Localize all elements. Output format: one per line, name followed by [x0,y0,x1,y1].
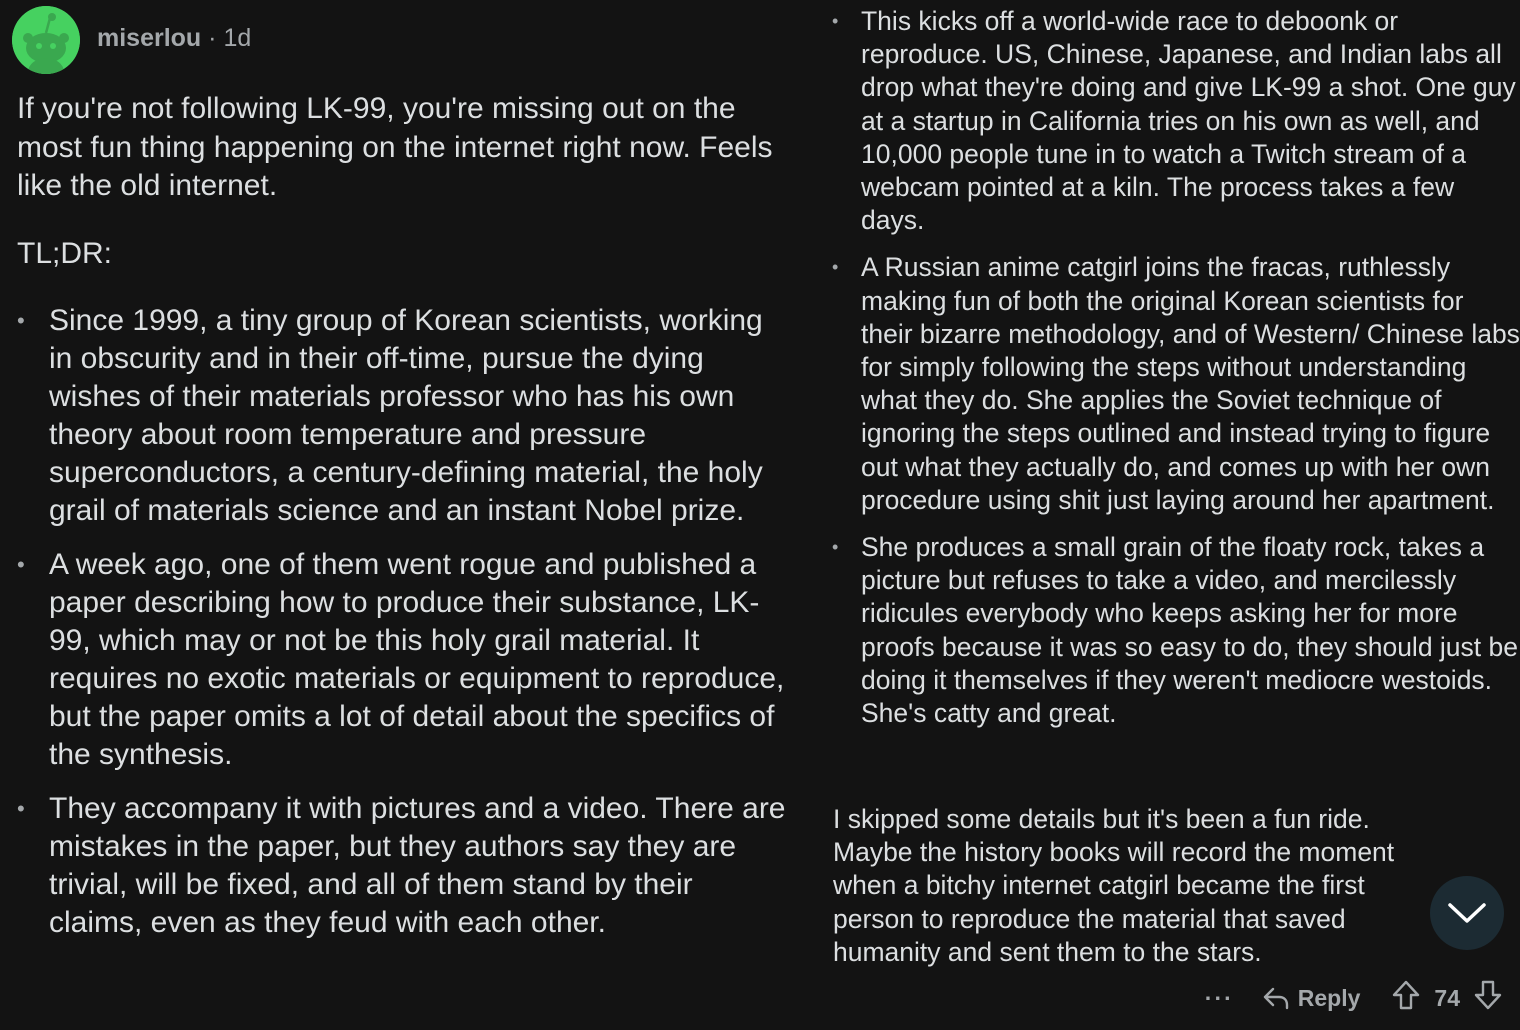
reddit-snoo-avatar-icon [12,6,80,74]
vote-count: 74 [1434,984,1460,1011]
comment-outro: I skipped some details but it's been a fun ride. Maybe the history books will record the moment when a bitchy internet catgirl became the first person to reproduce the material that saved humanity and sent them to the stars. [833,804,1395,967]
comment-intro: If you're not following LK-99, you're missing out on the most fun thing happening on the internet right now. Feels like the old internet. [17,92,773,202]
comment-age: 1d [223,24,252,52]
downvote-button[interactable] [1474,980,1502,1016]
bullet-list-right [832,5,1520,744]
reply-label: Reply [1297,984,1361,1011]
reply-button[interactable] [1262,985,1361,1012]
list-item: • A week ago, one of them went rogue and published a paper describing how to produce their substance, LK-99, which may or not be this holy grail material. It requires no exotic materials or equipment to reproduce, but the paper omits a lot of detail about the specifics of the synthesis. [17,546,792,774]
arrow-down-icon [1474,980,1502,1010]
list-item: • Since 1999, a tiny group of Korean scientists, working in obscurity and in their off-time, pursue the dying wishes of their materials professor who has his own theory about room temperature and pressure superconductors, a century-defining material, the holy grail of materials science and an instant Nobel prize. [17,302,792,530]
user-avatar[interactable] [12,6,80,74]
list-item: • A Russian anime catgirl joins the fracas, ruthlessly making fun of both the original Korean scientists for their bizarre methodology, and of Western/ Chinese labs for simply following the steps without understanding what they do. She applies the Soviet technique of ignoring the steps outlined and instead trying to figure out what they actually do, and comes up with her own procedure using shit just laying around her apartment. [832,251,1520,517]
scroll-down-button[interactable] [1430,876,1504,950]
author-name[interactable]: miserlou [97,24,202,52]
chevron-down-icon [1447,901,1487,925]
bullet-list-left [17,302,792,958]
comment-actions [1205,978,1502,1018]
arrow-up-icon [1392,980,1420,1010]
reply-arrow-icon [1262,985,1290,1011]
comment-meta [97,24,251,53]
more-options-button[interactable]: ··· [1204,984,1234,1011]
list-item: • This kicks off a world-wide race to deboonk or reproduce. US, Chinese, Japanese, and Indian labs all drop what they're doing and give LK-99 a shot. One guy at a startup in California tries on his own as well, and 10,000 people tune in to watch a Twitch stream of a webcam pointed at a kiln. The process takes a few days. [832,5,1520,237]
list-item: • She produces a small grain of the floaty rock, takes a picture but refuses to take a video, and mercilessly ridicules everybody who keeps asking her for more proofs because it was so easy to do, they should just be doing it themselves if they weren't mediocre westoids. She's catty and great. [832,531,1520,730]
meta-separator: · [208,24,217,52]
list-item: • They accompany it with pictures and a video. There are mistakes in the paper, but they authors say they are trivial, will be fixed, and all of them stand by their claims, even as they feud with each other. [17,790,792,942]
comment-right-column [808,0,1520,1030]
upvote-button[interactable] [1392,980,1420,1016]
tldr-heading: TL;DR: [17,237,113,270]
